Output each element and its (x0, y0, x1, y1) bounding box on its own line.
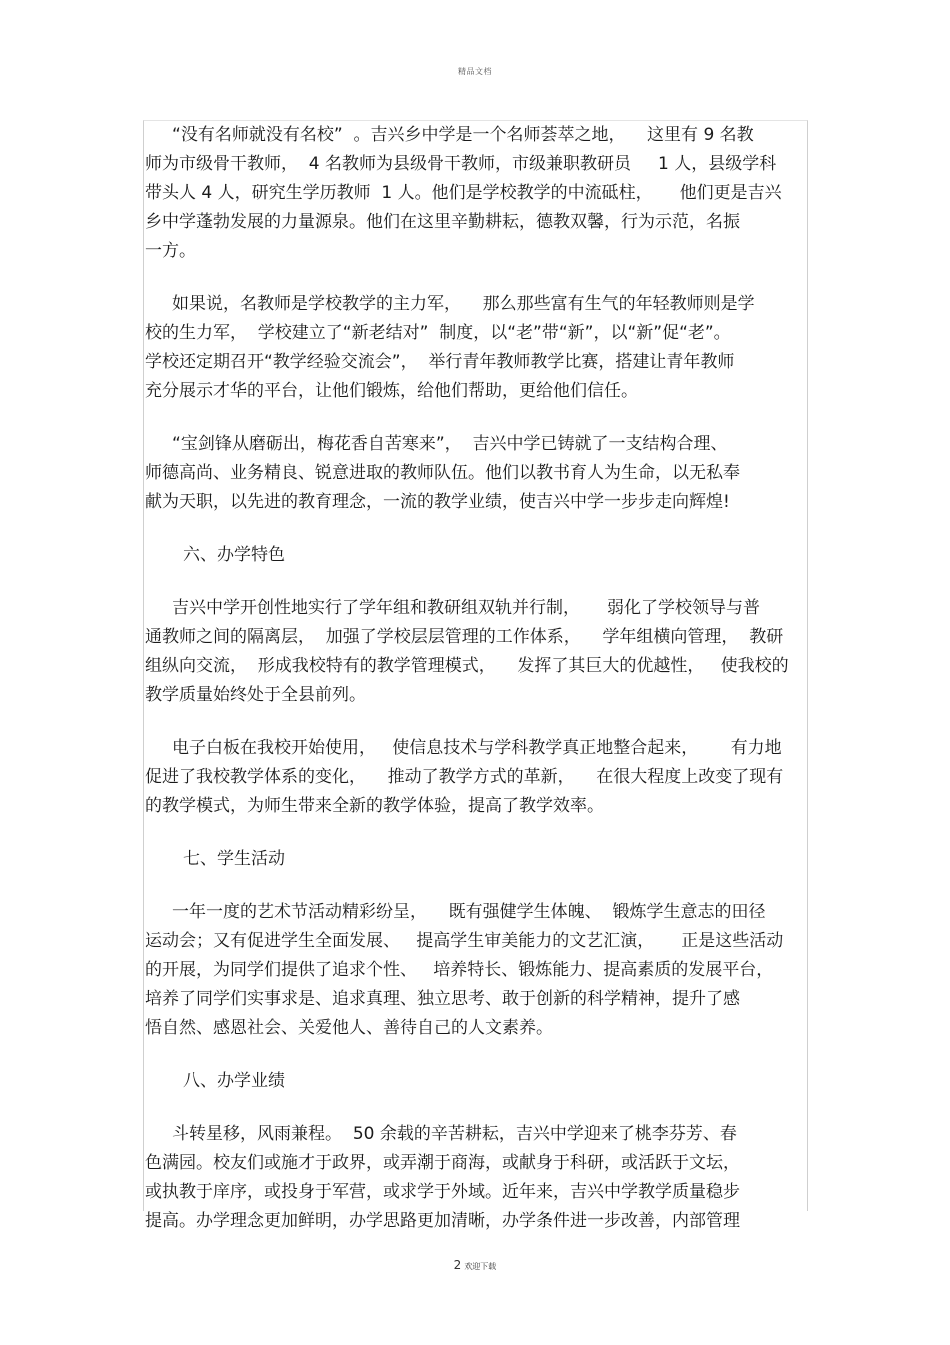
text-line: 校的生力军， 学校建立了“新老结对” 制度，以“老”带“新”，以“新”促“老”。 (145, 323, 731, 343)
page-header: 精品文档 (458, 67, 492, 76)
text-line: 提高。办学理念更加鲜明，办学思路更加清晰，办学条件进一步改善，内部管理 (145, 1211, 740, 1231)
text-line: 带头人 4 人，研究生学历教师 1 人。他们是学校教学的中流砥柱， 他们更是吉兴 (145, 183, 782, 203)
text-line: 教学质量始终处于全县前列。 (145, 685, 366, 705)
text-line: 运动会；又有促进学生全面发展、 提高学生审美能力的文艺汇演， 正是这些活动 (145, 931, 784, 951)
paragraph-achievements (145, 1120, 815, 1236)
paragraph-young-teachers (145, 290, 815, 406)
text-line: 乡中学蓬勃发展的力量源泉。他们在这里辛勤耕耘，德教双馨，行为示范，名振 (145, 212, 740, 232)
text-line: 斗转星移，风雨兼程。 50 余载的辛苦耕耘，吉兴中学迎来了桃李芬芳、春 (145, 1124, 737, 1144)
text-line: “宝剑锋从磨砺出，梅花香自苦寒来”， 吉兴中学已铸就了一支结构合理、 (145, 434, 728, 454)
section-heading-achievements: 八、办学业绩 (183, 1071, 285, 1091)
text-line: 学校还定期召开“教学经验交流会”， 举行青年教师教学比赛，搭建让青年教师 (145, 352, 735, 372)
text-line: 一年一度的艺术节活动精彩纷呈， 既有强健学生体魄、 锻炼学生意志的田径 (145, 902, 766, 922)
document-body (145, 121, 815, 1260)
paragraph-dual-track-system (145, 594, 815, 710)
text-line: 师为市级骨干教师， 4 名教师为县级骨干教师，市级兼职教研员 1 人，县级学科 (145, 154, 777, 174)
text-line: 的教学模式，为师生带来全新的教学体验，提高了教学效率。 (145, 796, 604, 816)
paragraph-electronic-whiteboard (145, 734, 815, 821)
text-line: 组纵向交流， 形成我校特有的教学管理模式， 发挥了其巨大的优越性， 使我校的 (145, 656, 789, 676)
text-line: 师德高尚、业务精良、锐意进取的教师队伍。他们以教书育人为生命，以无私奉 (145, 463, 740, 483)
text-line: 悟自然、感恩社会、关爱他人、善待自己的人文素养。 (145, 1018, 553, 1038)
text-line: 培养了同学们实事求是、追求真理、独立思考、敢于创新的科学精神，提升了感 (145, 989, 740, 1009)
page-footer (0, 1258, 950, 1272)
page-number: 2 (453, 1258, 462, 1272)
text-line: 一方。 (145, 241, 196, 261)
section-heading-school-features: 六、办学特色 (183, 545, 285, 565)
text-line: 的开展，为同学们提供了追求个性、 培养特长、锻炼能力、提高素质的发展平台， (145, 960, 774, 980)
text-line: 促进了我校教学体系的变化， 推动了教学方式的革新， 在很大程度上改变了现有 (145, 767, 784, 787)
text-line: 或执教于庠序，或投身于军营，或求学于外域。近年来，吉兴中学教学质量稳步 (145, 1182, 740, 1202)
text-line: 电子白板在我校开始使用， 使信息技术与学科教学真正地整合起来， 有力地 (145, 738, 782, 758)
paragraph-famous-teachers (145, 121, 815, 266)
text-line: 如果说，名教师是学校教学的主力军， 那么那些富有生气的年轻教师则是学 (145, 294, 755, 314)
text-line: 色满园。校友们或施才于政界，或弄潮于商海，或献身于科研，或活跃于文坛， (145, 1153, 740, 1173)
paragraph-teacher-team (145, 430, 815, 517)
footer-text: 欢迎下载 (464, 1262, 497, 1271)
text-line: 献为天职，以先进的教育理念，一流的教学业绩，使吉兴中学一步步走向辉煌! (145, 492, 730, 512)
text-line: 充分展示才华的平台，让他们锻炼，给他们帮助，更给他们信任。 (145, 381, 638, 401)
text-line: “没有名师就没有名校” 。吉兴乡中学是一个名师荟萃之地， 这里有 9 名教 (145, 125, 754, 145)
section-heading-student-activities: 七、学生活动 (183, 849, 285, 869)
paragraph-art-festival (145, 898, 815, 1043)
text-line: 吉兴中学开创性地实行了学年组和教研组双轨并行制， 弱化了学校领导与普 (145, 598, 761, 618)
text-line: 通教师之间的隔离层， 加强了学校层层管理的工作体系， 学年组横向管理， 教研 (145, 627, 784, 647)
